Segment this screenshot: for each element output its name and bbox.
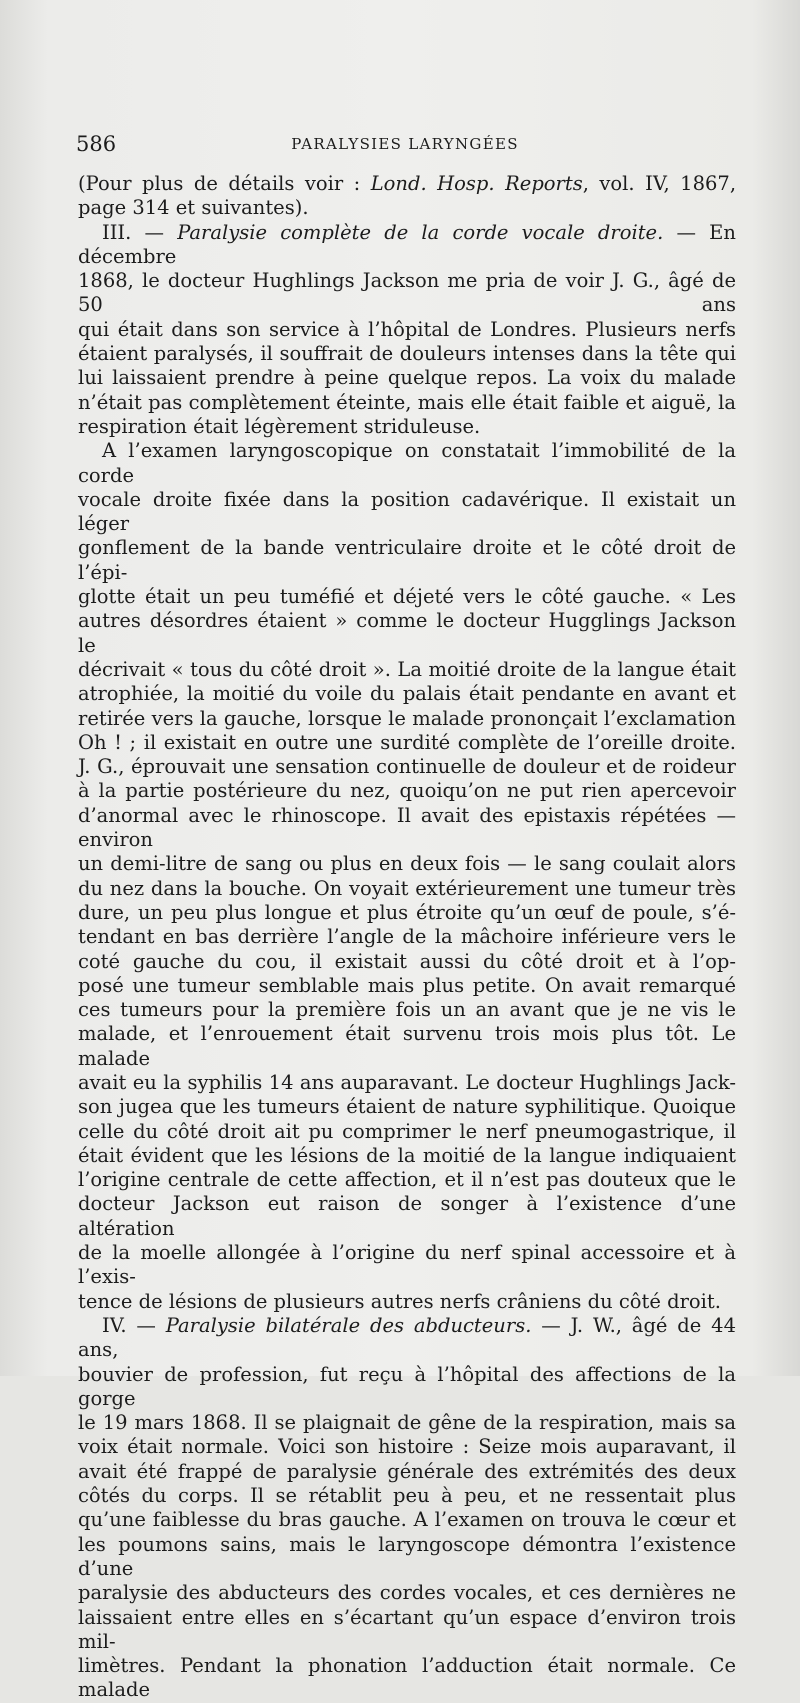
- text-run: malade, et l’enrouement était survenu trois mois plus tôt. Le malade: [78, 1022, 736, 1070]
- text-run: limètres. Pendant la phonation l’adduction était normale. Ce malade: [78, 1654, 736, 1702]
- text-line: [78, 488, 736, 537]
- text-line: [78, 1435, 736, 1459]
- text-run: qu’une faiblesse du bras gauche. A l’examen on trouva le cœur et: [78, 1508, 736, 1532]
- text-run: J. G., éprouvait une sensation continuelle de douleur et de roideur: [78, 755, 736, 779]
- text-line: [78, 925, 736, 949]
- text-run: Oh ! ; il existait en outre une surdité complète de l’oreille droite.: [78, 730, 736, 754]
- text-line: [78, 342, 736, 366]
- paragraph: [78, 221, 736, 440]
- text-run: page 314 et suivantes).: [78, 196, 309, 220]
- body-text: [78, 172, 736, 1703]
- text-run: son jugea que les tumeurs étaient de nature syphilitique. Quoique: [78, 1095, 736, 1119]
- text-line: [78, 731, 736, 755]
- text-run: vocale droite fixée dans la position cadavérique. Il existait un léger: [78, 487, 736, 536]
- text-run: — En décembre: [78, 220, 736, 268]
- text-run: le 19 mars 1868. Il se plaignait de gêne de la respiration, mais sa: [78, 1411, 736, 1435]
- italic-title: Paralysie bilatérale des abducteurs.: [165, 1313, 532, 1337]
- text-run: de la moelle allongée à l’origine du nerf spinal accessoire et à l’exis-: [78, 1241, 736, 1289]
- text-run: glotte était un peu tuméfié et déjeté vers le côté gauche. « Les: [78, 585, 736, 609]
- paragraph: [78, 439, 736, 1314]
- text-run: IV. —: [102, 1313, 166, 1337]
- text-line: [78, 779, 736, 803]
- text-line: [78, 221, 736, 270]
- text-line: [78, 1095, 736, 1119]
- text-line: [78, 536, 736, 585]
- text-run: paralysie des abducteurs des cordes vocales, et ces dernières ne: [78, 1581, 736, 1605]
- text-line: [78, 1241, 736, 1290]
- text-run: laissaient entre elles en s’écartant qu’un espace d’environ trois mil-: [78, 1605, 736, 1653]
- text-run: bouvier de profession, fut reçu à l’hôpital des affections de la gorge: [78, 1362, 736, 1410]
- text-line: [78, 1484, 736, 1508]
- text-line: [78, 804, 736, 853]
- text-run: posé une tumeur semblable mais plus petite. On avait remarqué: [78, 973, 736, 997]
- text-run: dure, un peu plus longue et plus étroite qu’un œuf de poule, s’é-: [78, 900, 736, 924]
- text-line: [78, 974, 736, 998]
- text-line: [78, 269, 736, 318]
- text-line: [78, 609, 736, 658]
- text-run: n’était pas complètement éteinte, mais elle était faible et aiguë, la: [78, 390, 736, 414]
- text-line: [78, 707, 736, 731]
- running-head: PARALYSIES LARYNGÉES: [291, 135, 519, 153]
- text-line: [78, 1314, 736, 1363]
- text-line: [78, 852, 736, 876]
- text-run: gonflement de la bande ventriculaire droite et le côté droit de l’épi-: [78, 536, 736, 584]
- text-line: [78, 391, 736, 415]
- text-run: d’anormal avec le rhinoscope. Il avait des epistaxis répétées — environ: [78, 803, 736, 852]
- text-run: tendant en bas derrière l’angle de la mâchoire inférieure vers le: [78, 925, 736, 949]
- text-run: lui laissaient prendre à peine quelque repos. La voix du malade: [78, 366, 736, 390]
- text-run: atrophiée, la moitié du voile du palais était pendante en avant et: [78, 682, 736, 706]
- text-line: [78, 1654, 736, 1703]
- text-run: tence de lésions de plusieurs autres nerfs crâniens du côté droit.: [78, 1289, 721, 1313]
- text-line: [78, 1363, 736, 1412]
- text-run: les poumons sains, mais le laryngoscope démontra l’existence d’une: [78, 1532, 736, 1580]
- text-line: [78, 1290, 736, 1314]
- text-run: du nez dans la bouche. On voyait extérieurement une tumeur très: [78, 876, 736, 900]
- text-line: [78, 1411, 736, 1435]
- text-line: [78, 1022, 736, 1071]
- text-run: ces tumeurs pour la première fois un an avant que je ne vis le: [78, 998, 736, 1022]
- text-line: [78, 1606, 736, 1655]
- text-line: [78, 415, 736, 439]
- text-run: coté gauche du cou, il existait aussi du côté droit et à l’op-: [78, 949, 736, 973]
- text-run: — J. W., âgé de 44 ans,: [78, 1313, 736, 1362]
- text-line: [78, 1533, 736, 1582]
- text-run: côtés du corps. Il se rétablit peu à peu, et ne ressentait plus: [78, 1484, 736, 1508]
- text-line: [78, 1120, 736, 1144]
- text-run: qui était dans son service à l’hôpital de Londres. Plusieurs nerfs: [78, 317, 736, 341]
- text-line: [78, 901, 736, 925]
- text-line: [78, 682, 736, 706]
- text-line: [78, 172, 736, 196]
- text-line: [78, 1581, 736, 1605]
- text-line: [78, 318, 736, 342]
- text-line: [78, 439, 736, 488]
- text-run: celle du côté droit ait pu comprimer le nerf pneumogastrique, il: [78, 1119, 736, 1143]
- text-run: III. —: [102, 220, 178, 244]
- page-number: 586: [76, 132, 117, 156]
- text-line: [78, 877, 736, 901]
- text-run: avait eu la syphilis 14 ans auparavant. Le docteur Hughlings Jack-: [78, 1070, 736, 1094]
- text-line: [78, 1168, 736, 1192]
- text-run: docteur Jackson eut raison de songer à l’existence d’une altération: [78, 1192, 736, 1240]
- text-line: [78, 1192, 736, 1241]
- paragraph: [78, 1314, 736, 1703]
- text-run: voix était normale. Voici son histoire : Seize mois auparavant, il: [78, 1435, 736, 1459]
- text-line: [78, 1460, 736, 1484]
- text-run: respiration était légèrement striduleuse.: [78, 414, 481, 438]
- text-line: [78, 658, 736, 682]
- italic-title: Paralysie complète de la corde vocale droite.: [177, 220, 664, 244]
- italic-title: Lond. Hosp. Reports: [370, 172, 583, 195]
- page-header: [76, 132, 734, 158]
- text-line: [78, 950, 736, 974]
- text-run: à la partie postérieure du nez, quoiqu’on ne put rien apercevoir: [78, 779, 736, 803]
- text-line: [78, 196, 736, 220]
- text-run: retirée vers la gauche, lorsque le malade prononçait l’exclamation: [78, 706, 736, 730]
- text-run: était évident que les lésions de la moitié de la langue indiquaient: [78, 1143, 736, 1167]
- text-line: [78, 1071, 736, 1095]
- text-line: [78, 585, 736, 609]
- text-run: étaient paralysés, il souffrait de douleurs intenses dans la tête qui: [78, 342, 736, 366]
- text-line: [78, 1508, 736, 1532]
- text-run: un demi-litre de sang ou plus en deux fois — le sang coulait alors: [78, 852, 736, 876]
- text-run: avait été frappé de paralysie générale des extrémités des deux: [78, 1459, 736, 1483]
- text-line: [78, 755, 736, 779]
- text-line: [78, 1144, 736, 1168]
- text-run: , vol. IV, 1867,: [582, 172, 737, 195]
- text-run: 1868, le docteur Hughlings Jackson me pria de voir J. G., âgé de 50 ans: [78, 269, 736, 317]
- text-run: l’origine centrale de cette affection, et il n’est pas douteux que le: [78, 1168, 736, 1192]
- text-run: (Pour plus de détails voir :: [78, 172, 371, 195]
- paragraph: [78, 172, 736, 221]
- text-run: autres désordres étaient » comme le docteur Hugglings Jackson le: [78, 609, 736, 657]
- text-line: [78, 366, 736, 390]
- text-run: A l’examen laryngoscopique on constatait l’immobilité de la corde: [78, 439, 736, 487]
- text-run: décrivait « tous du côté droit ». La moitié droite de la langue était: [78, 657, 736, 681]
- text-line: [78, 998, 736, 1022]
